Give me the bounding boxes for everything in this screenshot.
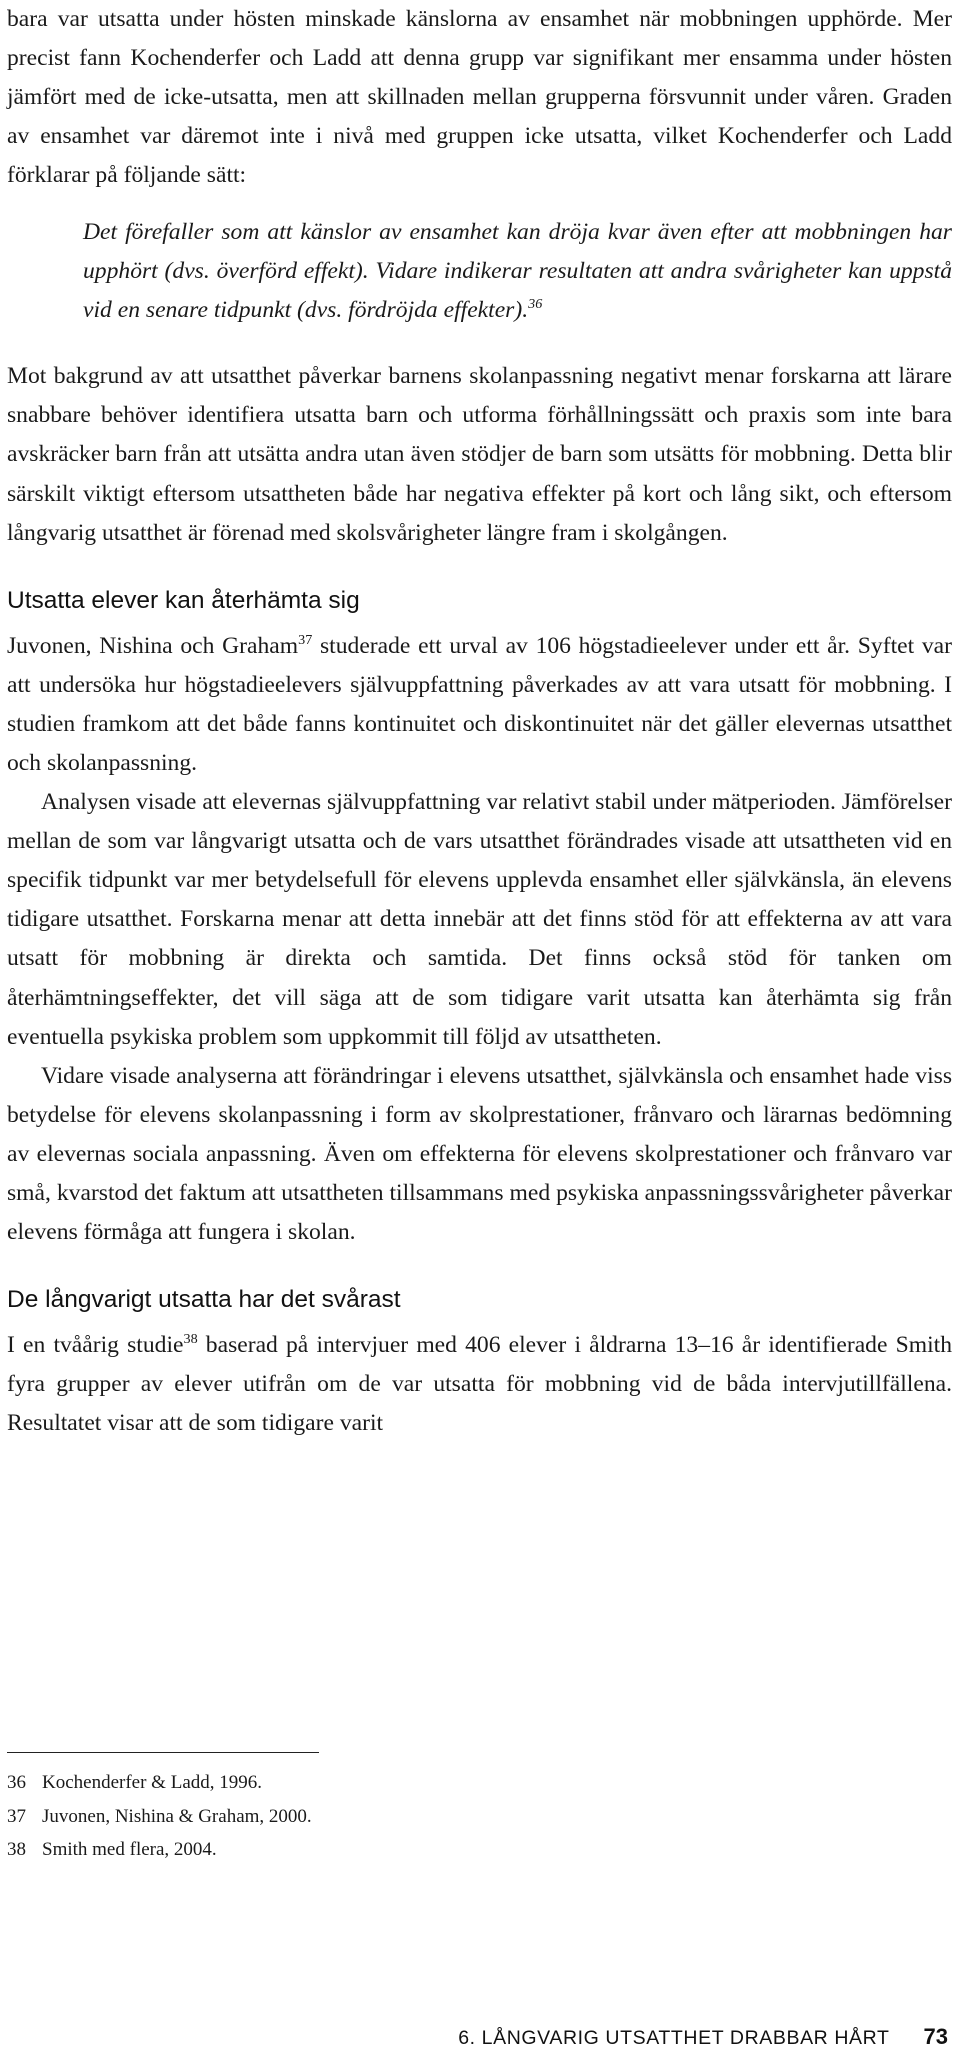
section-heading-recovery: Utsatta elever kan återhämta sig (7, 586, 360, 614)
footnote-ref-37: 37 (298, 631, 313, 648)
footnote-number: 36 (7, 1772, 26, 1793)
footnote-text: Smith med flera, 2004. (42, 1839, 217, 1860)
paragraph-background: Mot bakgrund av att utsatthet påverkar barnens skolanpassning negativt menar forskarna att lärare snabbare behöver identifiera utsatta barn och utforma förhållningssätt och praxis som inte bara avskräcker barn från att utsätta andra utan även stödjer de barn som utsätts för mobbning. Detta blir särskilt viktigt eftersom utsattheten både har negativa effekter på kort och lång sikt, och eftersom långvarig utsatthet är förenad med skolsvårigheter längre fram i skolgången. (7, 363, 952, 546)
footnotes (7, 1766, 312, 1867)
quote-text (83, 213, 952, 329)
paragraph-juvonen (7, 627, 952, 783)
footnote-37 (7, 1800, 312, 1834)
footnote-divider (7, 1752, 319, 1753)
page-number: 73 (923, 2024, 948, 2049)
paragraph-text: I en tvåårig studie (7, 1332, 184, 1359)
footnote-text: Kochenderfer & Ladd, 1996. (42, 1772, 263, 1793)
section-heading-long-term: De långvarigt utsatta har det svårast (7, 1286, 401, 1314)
footnote-number: 38 (7, 1839, 26, 1860)
footnote-ref-38: 38 (183, 1331, 198, 1348)
paragraph-further-analysis: Vidare visade analyserna att förändringar i elevens utsatthet, självkänsla och ensamhet hade viss betydelse för elevens skolanpassning i form av skolprestationer, frånvaro och lärarnas bedömning av elevernas sociala anpassning. Även om effekterna för elevens skolprestationer och frånvaro var små, kvarstod det faktum att utsattheten tillsammans med psykiska anpassningssvårigheter påverkar elevens förmåga att fungera i skolan. (7, 1062, 952, 1246)
footnote-38 (7, 1833, 312, 1867)
body-text (7, 0, 952, 1444)
footnote-ref-36: 36 (528, 295, 543, 312)
paragraph-intro: bara var utsatta under hösten minskade känslorna av ensamhet när mobbningen upphörde. Mer precist fann Kochenderfer och Ladd att denna grupp var signifikant mer ensamma under hösten jämfört med de icke-utsatta, men att skillnaden mellan grupperna försvunnit under våren. Graden av ensamhet var däremot inte i nivå med gruppen icke utsatta, vilket Kochenderfer och Ladd förklarar på följande sätt: (7, 6, 952, 189)
quote-body: Det förefaller som att känslor av ensamhet kan dröja kvar även efter att mobbningen har upphört (dvs. överförd effekt). Vidare indikerar resultaten att andra svårigheter kan uppstå vid en senare tidpunkt (dvs. fördröjda effekter). (83, 219, 952, 323)
paragraph-analysis: Analysen visade att elevernas självuppfattning var relativt stabil under mätperioden. Jämförelser mellan de som var långvarigt utsatta och de vars utsatthet förändrades visade att utsattheten vid en specifik tidpunkt var mer betydelsefull för elevens upplevda ensamhet eller självkänsla, än elevens tidigare utsatthet. Forskarna menar att detta innebär att det finns stöd för att effekterna av att vara utsatt för mobbning är direkta och samtida. Det finns också stöd för tanken om återhämtningseffekter, det vill säga att de som tidigare varit utsatta kan återhämta sig från eventuella psykiska problem som uppkommit till följd av utsattheten. (7, 789, 952, 1050)
footnote-number: 37 (7, 1805, 26, 1827)
footnote-text: Juvonen, Nishina & Graham, 2000. (42, 1805, 312, 1827)
paragraph-text: studerade ett urval av 106 högstadieelever under ett år. Syftet var att undersöka hur högstadieelevers självuppfattning påverkades av att vara utsatt för mobbning. I studien framkom att det både fanns kontinuitet och diskontinuitet när det gäller elevernas utsatthet och skolanpassning. (7, 632, 952, 776)
footnote-36 (7, 1766, 312, 1800)
paragraph-text: Juvonen, Nishina och Graham (7, 632, 299, 659)
running-footer (458, 2024, 948, 2050)
chapter-title: 6. LÅNGVARIG UTSATTHET DRABBAR HÅRT (458, 2027, 890, 2049)
paragraph-smith-study (7, 1326, 952, 1443)
paragraph-text: baserad på intervjuer med 406 elever i åldrarna 13–16 år identifierade Smith fyra grupper av elever utifrån om de var utsatta för mobbning vid de båda intervjutillfällena. Resultatet visar att de som tidigare varit (7, 1332, 952, 1437)
block-quote (83, 213, 952, 329)
